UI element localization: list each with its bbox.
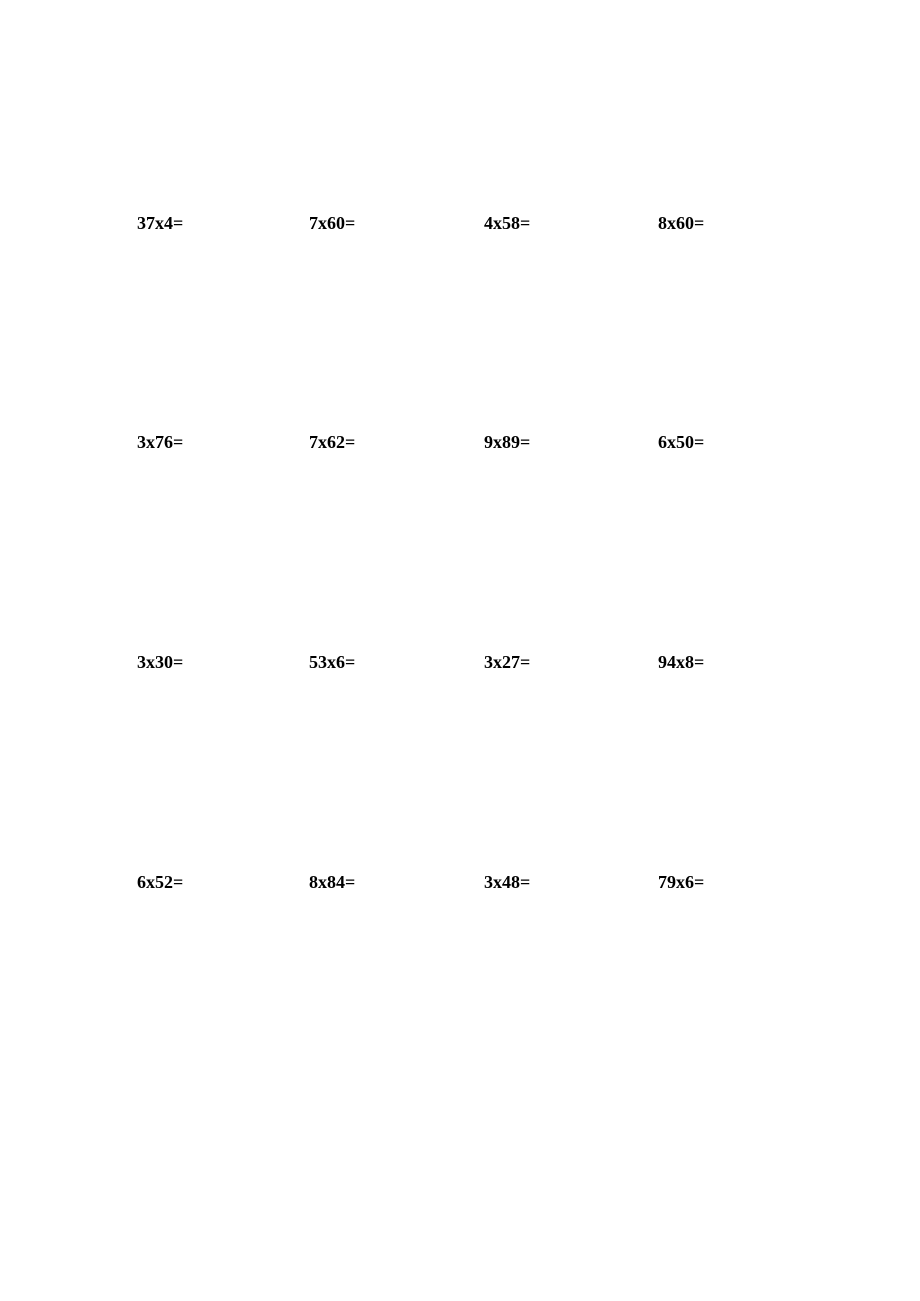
problem-r1-c1: 37x4= — [137, 213, 184, 233]
problem-r2-c3: 9x89= — [484, 432, 531, 452]
problem-r4-c2: 8x84= — [309, 872, 356, 892]
problem-r3-c4: 94x8= — [658, 652, 705, 672]
problem-r4-c1: 6x52= — [137, 872, 184, 892]
problem-r3-c2: 53x6= — [309, 652, 356, 672]
problem-r2-c2: 7x62= — [309, 432, 356, 452]
problem-r4-c3: 3x48= — [484, 872, 531, 892]
problem-r2-c1: 3x76= — [137, 432, 184, 452]
problem-r1-c3: 4x58= — [484, 213, 531, 233]
problem-r3-c3: 3x27= — [484, 652, 531, 672]
problem-r1-c2: 7x60= — [309, 213, 356, 233]
problem-r3-c1: 3x30= — [137, 652, 184, 672]
problem-r4-c4: 79x6= — [658, 872, 705, 892]
problem-r2-c4: 6x50= — [658, 432, 705, 452]
problem-r1-c4: 8x60= — [658, 213, 705, 233]
